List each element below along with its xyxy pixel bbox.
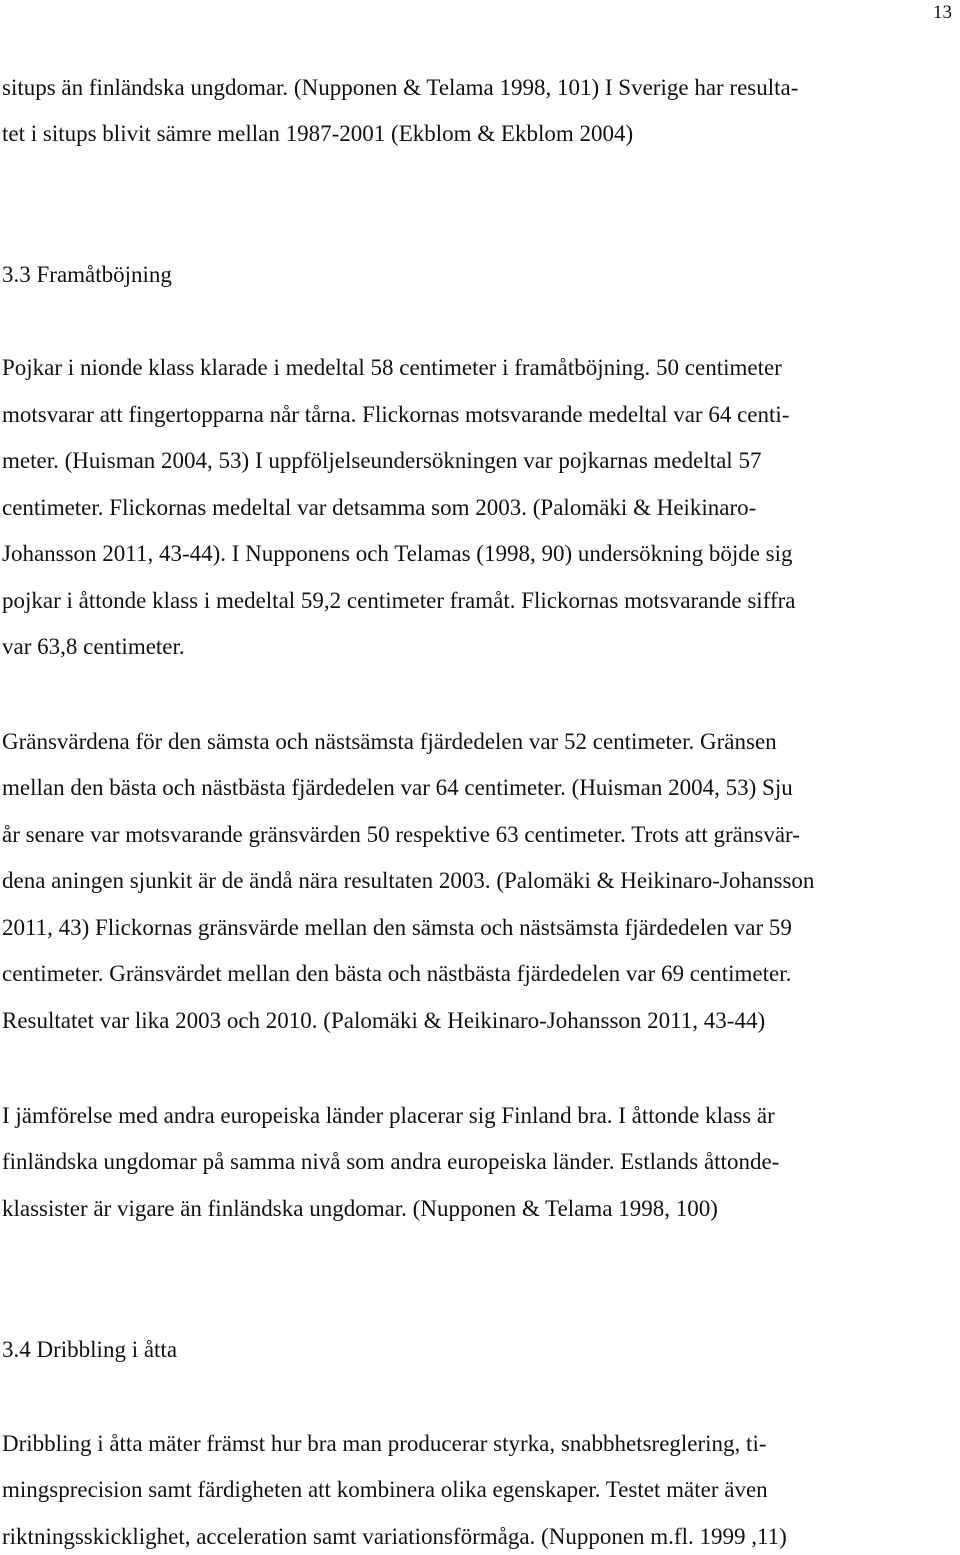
text-line: dena aningen sjunkit är de ändå nära resultaten 2003. (Palomäki & Heikinaro-Johansson	[2, 868, 815, 893]
text-line: finländska ungdomar på samma nivå som andra europeiska länder. Estlands åttonde-	[2, 1149, 780, 1174]
text-line: Dribbling i åtta mäter främst hur bra man producerar styrka, snabbhetsreglering, ti-	[2, 1431, 767, 1456]
page-number: 13	[933, 2, 952, 23]
text-line: klassister är vigare än finländska ungdomar. (Nupponen & Telama 1998, 100)	[2, 1196, 718, 1221]
text-line: motsvarar att fingertopparna når tårna. Flickornas motsvarande medeltal var 64 centi-	[2, 402, 790, 427]
text-line: situps än finländska ungdomar. (Nupponen & Telama 1998, 101) I Sverige har resulta-	[2, 75, 799, 100]
text-line: Gränsvärdena för den sämsta och nästsämsta fjärdedelen var 52 centimeter. Gränsen	[2, 729, 777, 754]
text-line: riktningsskicklighet, acceleration samt variationsförmåga. (Nupponen m.fl. 1999 ,11)	[2, 1524, 787, 1549]
text-line: Johansson 2011, 43-44). I Nupponens och Telamas (1998, 90) undersökning böjde sig	[2, 541, 793, 566]
text-line: Pojkar i nionde klass klarade i medeltal 58 centimeter i framåtböjning. 50 centimeter	[2, 355, 782, 380]
text-line: meter. (Huisman 2004, 53) I uppföljelseundersökningen var pojkarnas medeltal 57	[2, 448, 762, 473]
text-line: centimeter. Flickornas medeltal var detsamma som 2003. (Palomäki & Heikinaro-	[2, 495, 757, 520]
text-line: var 63,8 centimeter.	[2, 634, 185, 659]
text-line: I jämförelse med andra europeiska länder placerar sig Finland bra. I åttonde klass är	[2, 1103, 775, 1128]
text-line: centimeter. Gränsvärdet mellan den bästa och nästbästa fjärdedelen var 69 centimeter.	[2, 961, 792, 986]
text-line: mingsprecision samt färdigheten att kombinera olika egenskaper. Testet mäter även	[2, 1477, 768, 1502]
text-line: 2011, 43) Flickornas gränsvärde mellan den sämsta och nästsämsta fjärdedelen var 59	[2, 915, 792, 940]
text-line: pojkar i åttonde klass i medeltal 59,2 centimeter framåt. Flickornas motsvarande siffra	[2, 588, 796, 613]
text-line: mellan den bästa och nästbästa fjärdedelen var 64 centimeter. (Huisman 2004, 53) Sju	[2, 775, 793, 800]
text-line: Resultatet var lika 2003 och 2010. (Palomäki & Heikinaro-Johansson 2011, 43-44)	[2, 1008, 766, 1033]
section-heading: 3.4 Dribbling i åtta	[2, 1337, 178, 1362]
text-line: år senare var motsvarande gränsvärden 50 respektive 63 centimeter. Trots att gränsvär-	[2, 822, 800, 847]
text-line: tet i situps blivit sämre mellan 1987-2001 (Ekblom & Ekblom 2004)	[2, 121, 634, 146]
section-heading: 3.3 Framåtböjning	[2, 262, 172, 287]
